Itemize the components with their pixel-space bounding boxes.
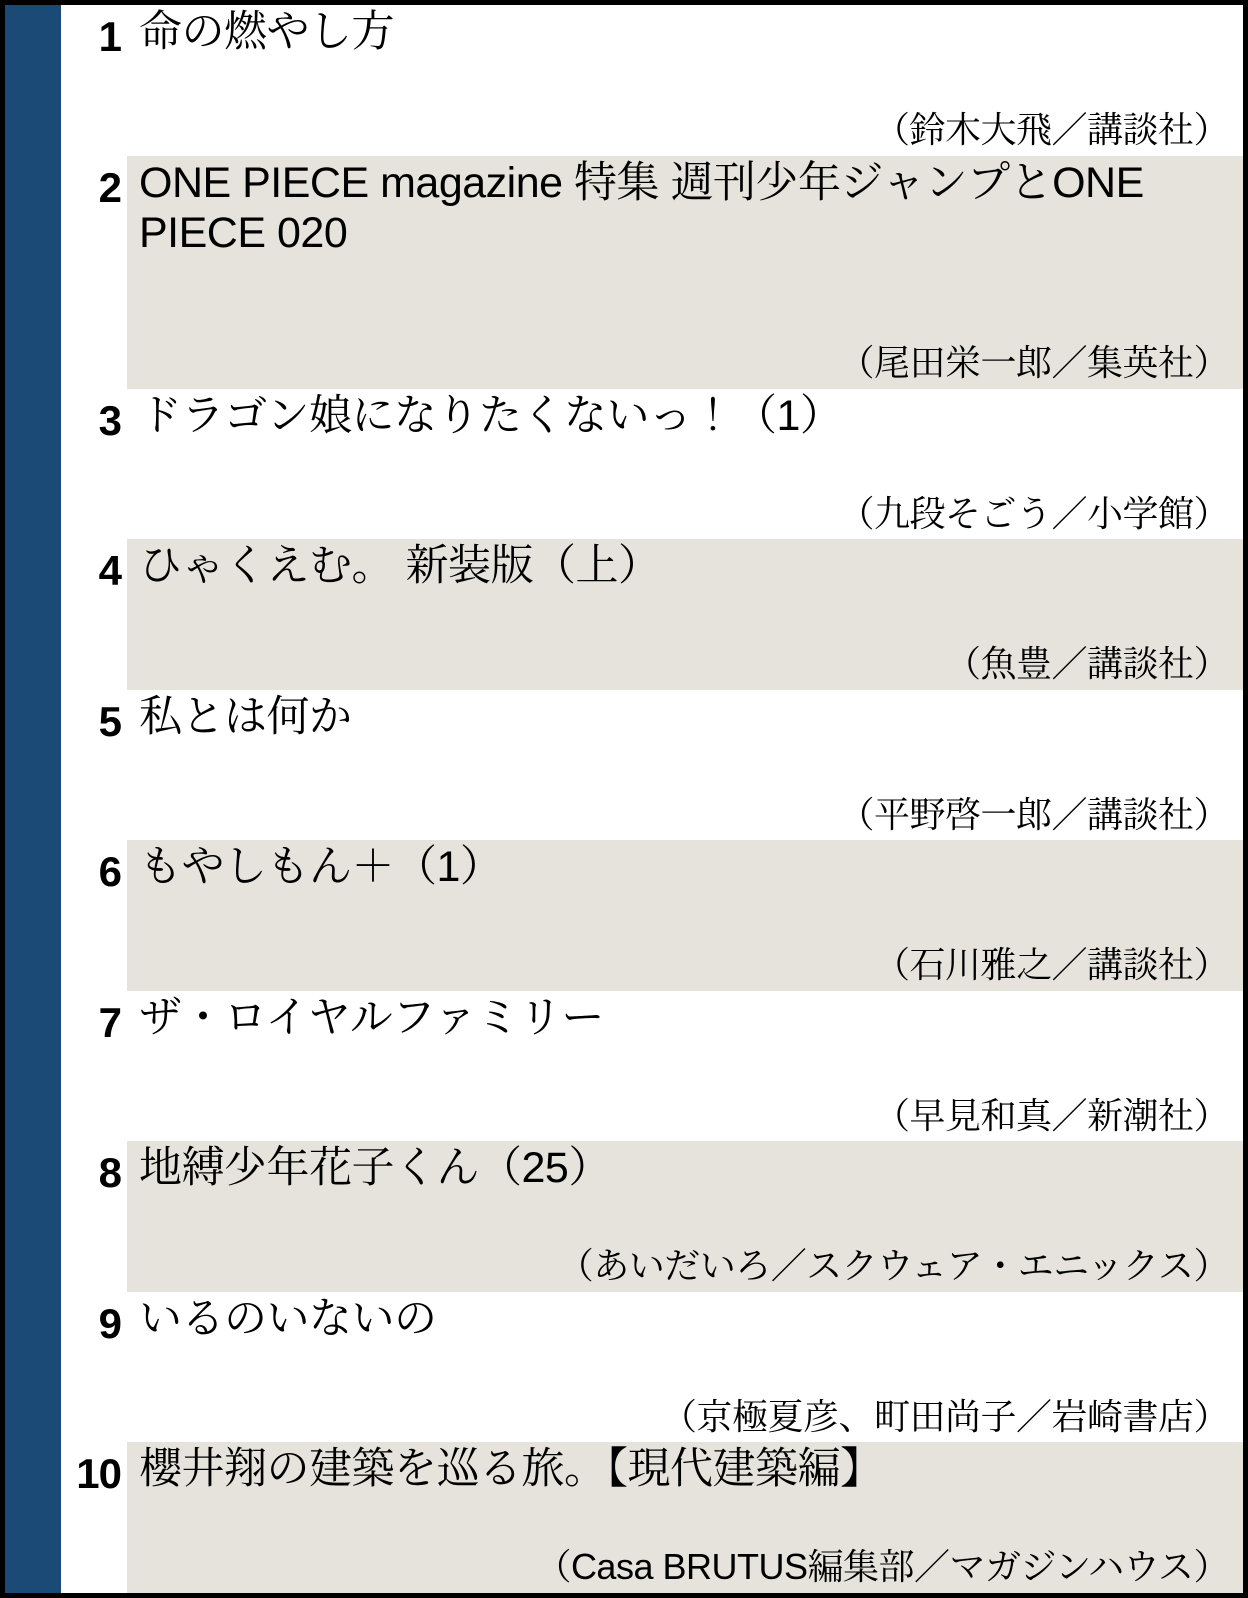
table-row	[5, 991, 1243, 1142]
rank-number: 2	[61, 156, 127, 389]
book-title: ONE PIECE magazine 特集 週刊少年ジャンプとONE PIECE 020	[139, 158, 1144, 258]
book-credit: （石川雅之／講談社）	[873, 944, 1229, 986]
rank-number: 4	[61, 539, 127, 690]
book-title: もやしもん＋（1）	[139, 843, 503, 892]
rank-entry	[127, 1292, 1243, 1443]
book-credit: （早見和真／新潮社）	[873, 1094, 1229, 1136]
book-title: 命の燃やし方	[139, 8, 394, 56]
book-credit: （鈴木大飛／講談社）	[873, 108, 1229, 150]
rank-entry	[127, 991, 1243, 1142]
table-row	[5, 840, 1243, 991]
table-row	[5, 690, 1243, 841]
table-row	[5, 389, 1243, 540]
book-credit: （京極夏彦、町田尚子／岩崎書店）	[660, 1395, 1229, 1437]
book-title: ドラゴン娘になりたくないっ！（1）	[139, 391, 843, 440]
rank-entry	[127, 156, 1243, 389]
accent-bar	[5, 991, 61, 1142]
book-title: 私とは何か	[139, 692, 352, 741]
accent-bar	[5, 539, 61, 690]
book-title: 櫻井翔の建築を巡る旅。【現代建築編】	[139, 1445, 883, 1494]
rank-entry	[127, 389, 1243, 540]
rank-number: 8	[61, 1141, 127, 1292]
table-row	[5, 1141, 1243, 1292]
rank-entry	[127, 1141, 1243, 1292]
accent-bar	[5, 156, 61, 389]
book-title: ザ・ロイヤルファミリー	[139, 993, 604, 1042]
accent-bar	[5, 690, 61, 841]
rank-entry	[127, 539, 1243, 690]
book-title: 地縛少年花子くん（25）	[139, 1144, 611, 1193]
book-credit: （尾田栄一郎／集英社）	[838, 342, 1229, 384]
ranking-rows	[5, 5, 1243, 1593]
rank-entry	[127, 840, 1243, 991]
rank-number: 6	[61, 840, 127, 991]
accent-bar	[5, 5, 61, 156]
rank-number: 7	[61, 991, 127, 1142]
book-title: いるのいないの	[139, 1294, 437, 1343]
table-row	[5, 156, 1243, 389]
rank-number: 10	[61, 1442, 127, 1593]
book-title: ひゃくえむ。 新装版（上）	[139, 542, 661, 591]
rank-entry	[127, 5, 1243, 156]
accent-bar	[5, 1292, 61, 1443]
book-credit: （魚豊／講談社）	[944, 643, 1229, 685]
rank-entry	[127, 1442, 1243, 1593]
accent-bar	[5, 389, 61, 540]
table-row	[5, 5, 1243, 156]
accent-bar	[5, 1141, 61, 1292]
book-credit: （平野啓一郎／講談社）	[838, 793, 1229, 835]
book-credit: （九段そごう／小学館）	[838, 492, 1229, 534]
accent-bar	[5, 1442, 61, 1593]
table-row	[5, 1292, 1243, 1443]
rank-number: 9	[61, 1292, 127, 1443]
rank-number: 3	[61, 389, 127, 540]
table-row	[5, 539, 1243, 690]
table-row	[5, 1442, 1243, 1593]
rank-number: 1	[61, 5, 127, 156]
rank-entry	[127, 690, 1243, 841]
book-credit: （Casa BRUTUS編集部／マガジンハウス）	[535, 1546, 1229, 1588]
rank-number: 5	[61, 690, 127, 841]
accent-bar	[5, 840, 61, 991]
book-credit: （あいだいろ／スクウェア・エニックス）	[557, 1245, 1229, 1287]
